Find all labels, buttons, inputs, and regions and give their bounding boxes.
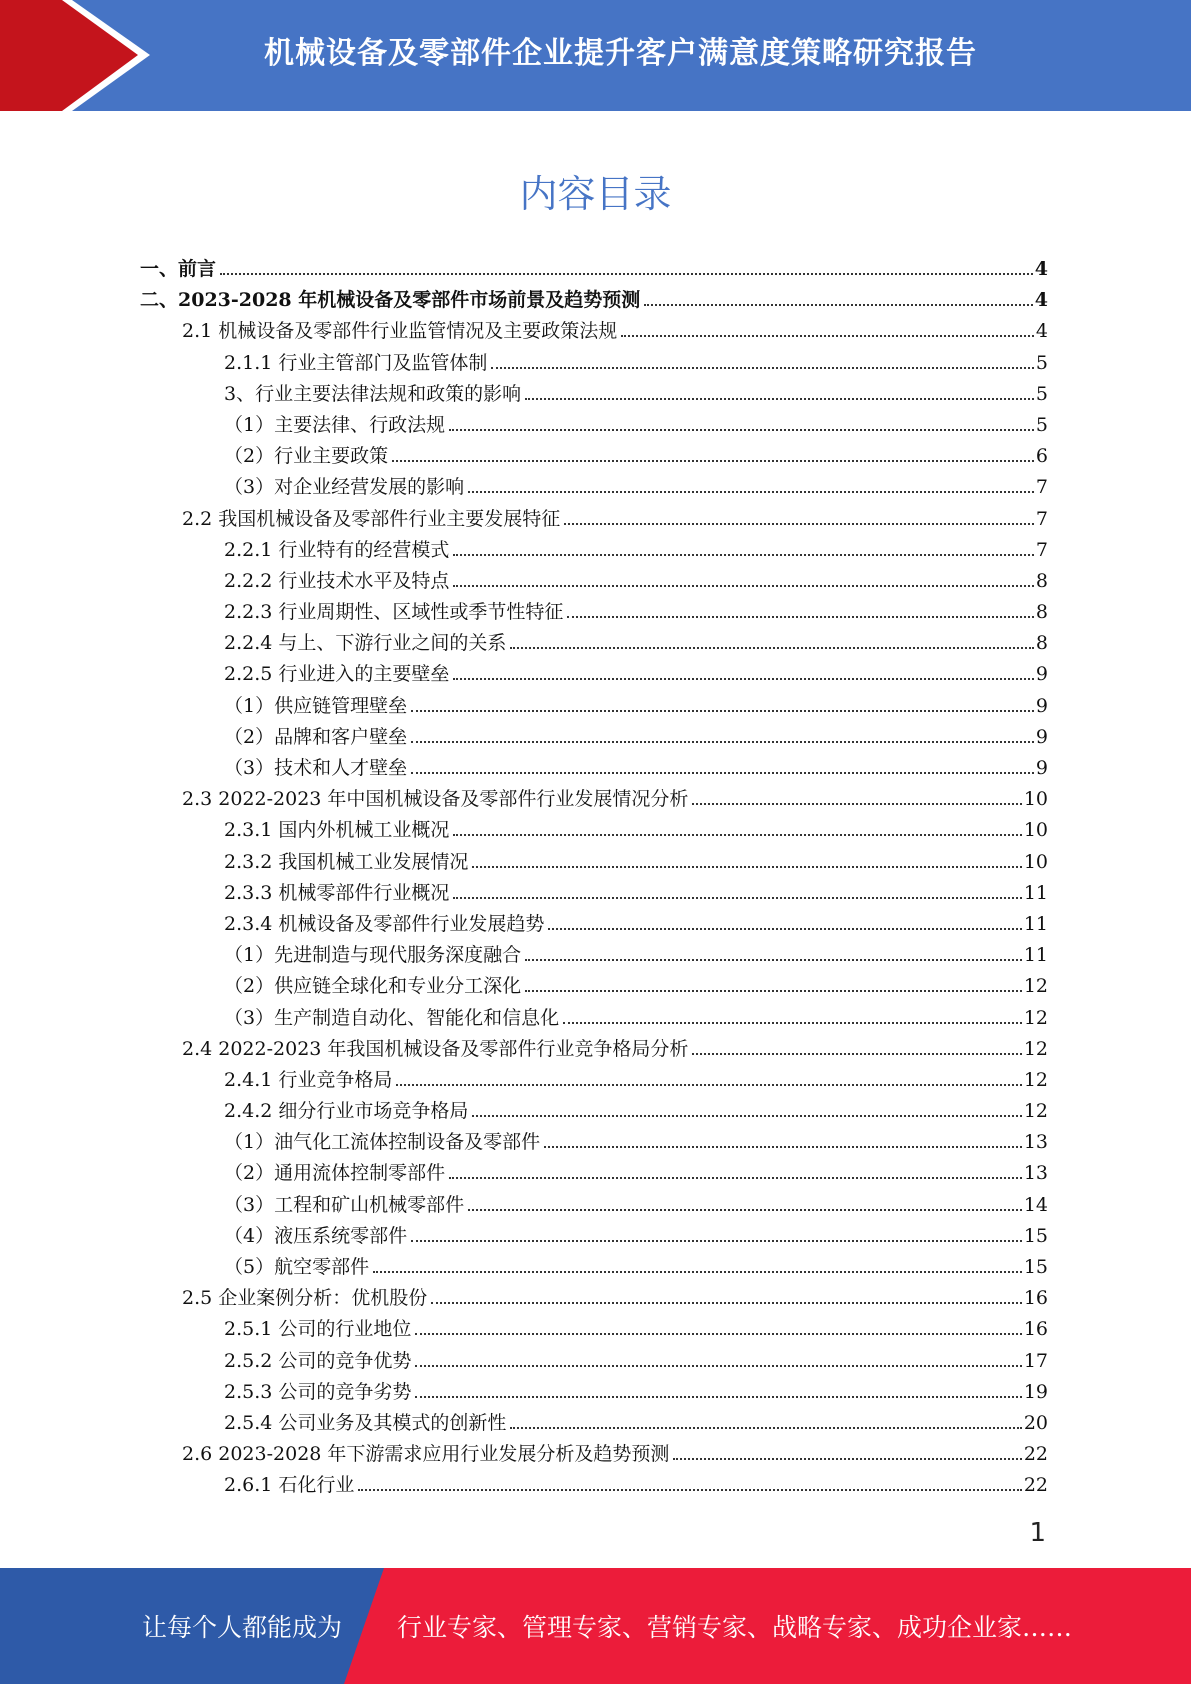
toc-dot-leader — [415, 1396, 1021, 1398]
toc-entry-title: （3）工程和矿山机械零部件 — [224, 1193, 465, 1216]
toc-entry[interactable] — [140, 878, 1048, 909]
toc-dot-leader — [468, 1209, 1022, 1211]
header-arrow-icon — [0, 0, 160, 111]
toc-dot-leader — [453, 585, 1034, 587]
toc-dot-leader — [567, 616, 1034, 618]
toc-entry[interactable] — [140, 597, 1048, 628]
toc-entry[interactable] — [140, 847, 1048, 878]
toc-entry[interactable] — [140, 1314, 1048, 1345]
toc-entry[interactable] — [140, 971, 1048, 1002]
toc-dot-leader — [453, 834, 1021, 836]
toc-entry-title: （2）供应链全球化和专业分工深化 — [224, 975, 522, 998]
toc-dot-leader — [411, 710, 1034, 712]
toc-dot-leader — [525, 398, 1034, 400]
toc-entry-page: 8 — [1035, 601, 1048, 624]
toc-entry-title: 3、行业主要法律法规和政策的影响 — [224, 382, 522, 405]
toc-entry-page: 10 — [1023, 819, 1048, 842]
toc-dot-leader — [644, 304, 1033, 306]
toc-entry-title: 2.5.4 公司业务及其模式的创新性 — [224, 1411, 507, 1434]
toc-entry-title: 2.1 机械设备及零部件行业监管情况及主要政策法规 — [182, 320, 618, 343]
toc-entry[interactable] — [140, 1470, 1048, 1501]
toc-dot-leader — [415, 1333, 1021, 1335]
toc-entry[interactable] — [140, 784, 1048, 815]
table-of-contents — [140, 254, 1048, 1502]
toc-entry-page: 9 — [1035, 694, 1048, 717]
toc-entry[interactable] — [140, 535, 1048, 566]
toc-entry-title: （3）对企业经营发展的影响 — [224, 476, 465, 499]
toc-entry-title: 2.3 2022-2023 年中国机械设备及零部件行业发展情况分析 — [182, 788, 689, 811]
toc-dot-leader — [453, 678, 1034, 680]
toc-dot-leader — [411, 741, 1034, 743]
toc-dot-leader — [449, 1177, 1022, 1179]
toc-entry-title: 2.2.4 与上、下游行业之间的关系 — [224, 632, 507, 655]
toc-entry[interactable] — [140, 566, 1048, 597]
toc-entry[interactable] — [140, 659, 1048, 690]
toc-entry-title: 2.2.1 行业特有的经营模式 — [224, 538, 450, 561]
toc-entry[interactable] — [140, 1003, 1048, 1034]
toc-entry-title: （5）航空零部件 — [224, 1256, 370, 1278]
toc-entry-title: （2）品牌和客户壁垒 — [224, 725, 408, 748]
toc-entry-title: 2.4.1 行业竞争格局 — [224, 1068, 393, 1091]
toc-dot-leader — [431, 1302, 1022, 1304]
toc-entry-page: 14 — [1023, 1193, 1048, 1216]
toc-entry-page: 17 — [1023, 1349, 1048, 1372]
toc-dot-leader — [411, 772, 1034, 774]
toc-dot-leader — [358, 1489, 1021, 1491]
toc-entry-title: 2.5.3 公司的竞争劣势 — [224, 1380, 412, 1403]
toc-dot-leader — [692, 803, 1021, 805]
toc-entry[interactable] — [140, 815, 1048, 846]
toc-dot-leader — [220, 273, 1033, 275]
toc-entry-title: 2.1.1 行业主管部门及监管体制 — [224, 351, 488, 374]
toc-dot-leader — [525, 959, 1022, 961]
toc-entry-page: 13 — [1023, 1131, 1048, 1154]
toc-entry-title: 2.2 我国机械设备及零部件行业主要发展特征 — [182, 507, 561, 530]
footer-tagline: 行业专家、管理专家、营销专家、战略专家、成功企业家…… — [397, 1613, 1073, 1642]
toc-entry[interactable] — [140, 1283, 1048, 1314]
toc-dot-leader — [621, 335, 1034, 337]
toc-entry-page: 7 — [1035, 476, 1048, 499]
toc-entry-title: 2.3.4 机械设备及零部件行业发展趋势 — [224, 912, 545, 935]
toc-entry-page: 16 — [1023, 1287, 1048, 1310]
toc-entry-title: （1）供应链管理壁垒 — [224, 694, 408, 717]
toc-entry-page: 8 — [1035, 632, 1048, 655]
toc-entry[interactable] — [140, 1127, 1048, 1158]
toc-entry-page: 15 — [1023, 1224, 1048, 1247]
toc-entry[interactable] — [140, 472, 1048, 503]
toc-entry-title: （3）生产制造自动化、智能化和信息化 — [224, 1006, 560, 1029]
toc-entry[interactable] — [140, 753, 1048, 784]
toc-entry[interactable] — [140, 410, 1048, 441]
toc-entry-title: 2.5 企业案例分析：优机股份 — [182, 1287, 428, 1310]
toc-entry[interactable] — [140, 691, 1048, 722]
toc-entry[interactable] — [140, 940, 1048, 971]
toc-entry-title: （1）先进制造与现代服务深度融合 — [224, 944, 522, 967]
toc-entry[interactable] — [140, 441, 1048, 472]
toc-entry-page: 7 — [1035, 507, 1048, 530]
toc-entry-title: 2.2.5 行业进入的主要壁垒 — [224, 663, 450, 686]
toc-dot-leader — [525, 990, 1022, 992]
toc-entry-title: 2.4.2 细分行业市场竞争格局 — [224, 1100, 469, 1123]
toc-entry-title: 2.6 2023-2028 年下游需求应用行业发展分析及趋势预测 — [182, 1443, 670, 1466]
toc-entry-title: （2）行业主要政策 — [224, 445, 389, 468]
toc-entry[interactable] — [140, 1034, 1048, 1065]
toc-dot-leader — [468, 491, 1034, 493]
toc-entry[interactable] — [140, 348, 1048, 379]
toc-dot-leader — [396, 1084, 1021, 1086]
toc-entry[interactable] — [140, 1221, 1048, 1252]
toc-dot-leader — [510, 1427, 1021, 1429]
toc-entry-page: 15 — [1023, 1256, 1048, 1278]
toc-entry-page: 9 — [1035, 663, 1048, 686]
toc-entry-title: 2.5.1 公司的行业地位 — [224, 1318, 412, 1341]
toc-entry[interactable] — [140, 316, 1048, 347]
toc-dot-leader — [692, 1053, 1021, 1055]
toc-entry[interactable] — [140, 254, 1048, 285]
toc-entry-page: 9 — [1035, 757, 1048, 779]
toc-entry[interactable] — [140, 1252, 1048, 1283]
toc-entry-title: 2.4 2022-2023 年我国机械设备及零部件行业竞争格局分析 — [182, 1037, 689, 1060]
report-title: 机械设备及零部件企业提升客户满意度策略研究报告 — [264, 36, 977, 71]
toc-entry[interactable] — [140, 1096, 1048, 1127]
toc-entry-title: 2.2.2 行业技术水平及特点 — [224, 569, 450, 592]
toc-entry[interactable] — [140, 909, 1048, 940]
toc-entry-page: 4 — [1034, 258, 1048, 280]
toc-entry-page: 4 — [1035, 320, 1048, 343]
toc-dot-leader — [564, 523, 1034, 525]
toc-entry-page: 10 — [1023, 850, 1048, 873]
toc-dot-leader — [548, 928, 1021, 930]
toc-entry-title: 2.6.1 石化行业 — [224, 1474, 355, 1497]
toc-entry-title: （1）油气化工流体控制设备及零部件 — [224, 1131, 541, 1154]
toc-entry[interactable] — [140, 1190, 1048, 1221]
toc-entry-title: 2.3.1 国内外机械工业概况 — [224, 819, 450, 842]
toc-entry-title: 二、2023-2028 年机械设备及零部件市场前景及趋势预测 — [140, 289, 641, 312]
toc-entry-title: （2）通用流体控制零部件 — [224, 1162, 446, 1185]
toc-dot-leader — [373, 1271, 1022, 1273]
toc-entry-title: （4）液压系统零部件 — [224, 1224, 408, 1247]
toc-entry-page: 22 — [1023, 1443, 1048, 1466]
toc-entry-page: 11 — [1023, 944, 1048, 967]
page-number: 1 — [1029, 1518, 1046, 1548]
footer-banner — [0, 1568, 1191, 1684]
toc-entry-page: 6 — [1035, 445, 1048, 468]
toc-dot-leader — [472, 866, 1021, 868]
toc-dot-leader — [449, 429, 1034, 431]
toc-entry-title: （3）技术和人才壁垒 — [224, 757, 408, 779]
toc-entry-page: 5 — [1035, 382, 1048, 405]
toc-entry-page: 12 — [1023, 1068, 1048, 1091]
toc-entry-title: 一、前言 — [140, 258, 217, 280]
toc-entry-page: 12 — [1023, 1037, 1048, 1060]
toc-entry-page: 5 — [1035, 413, 1048, 436]
toc-entry-title: 2.2.3 行业周期性、区域性或季节性特征 — [224, 601, 564, 624]
toc-entry-page: 4 — [1034, 289, 1048, 312]
header-band — [0, 0, 1191, 111]
toc-entry-page: 12 — [1023, 1100, 1048, 1123]
toc-dot-leader — [491, 367, 1034, 369]
toc-dot-leader — [415, 1365, 1021, 1367]
toc-entry[interactable] — [140, 628, 1048, 659]
toc-dot-leader — [453, 554, 1034, 556]
toc-entry-page: 9 — [1035, 725, 1048, 748]
toc-entry[interactable] — [140, 379, 1048, 410]
toc-entry-page: 13 — [1023, 1162, 1048, 1185]
toc-entry-page: 11 — [1023, 881, 1048, 904]
toc-entry[interactable] — [140, 1346, 1048, 1377]
toc-entry-page: 10 — [1023, 788, 1048, 811]
toc-entry-page: 16 — [1023, 1318, 1048, 1341]
toc-dot-leader — [563, 1022, 1022, 1024]
toc-entry-page: 7 — [1035, 538, 1048, 561]
toc-entry-title: 2.3.2 我国机械工业发展情况 — [224, 850, 469, 873]
toc-entry-page: 12 — [1023, 975, 1048, 998]
toc-entry[interactable] — [140, 1408, 1048, 1439]
toc-entry-page: 5 — [1035, 351, 1048, 374]
toc-entry[interactable] — [140, 722, 1048, 753]
toc-dot-leader — [472, 1115, 1021, 1117]
toc-entry-title: （1）主要法律、行政法规 — [224, 413, 446, 436]
toc-dot-leader — [453, 897, 1021, 899]
toc-entry[interactable] — [140, 1377, 1048, 1408]
toc-entry[interactable] — [140, 1158, 1048, 1189]
footer-slogan: 让每个人都能成为 — [142, 1613, 343, 1642]
toc-entry[interactable] — [140, 1065, 1048, 1096]
toc-entry-page: 12 — [1023, 1006, 1048, 1029]
toc-entry-page: 22 — [1023, 1474, 1048, 1497]
toc-entry-page: 11 — [1023, 912, 1048, 935]
toc-dot-leader — [544, 1146, 1022, 1148]
toc-dot-leader — [510, 647, 1034, 649]
toc-entry-page: 8 — [1035, 569, 1048, 592]
toc-entry-title: 2.5.2 公司的竞争优势 — [224, 1349, 412, 1372]
toc-dot-leader — [392, 460, 1034, 462]
toc-dot-leader — [411, 1240, 1022, 1242]
toc-entry-page: 19 — [1023, 1380, 1048, 1403]
toc-entry-title: 2.3.3 机械零部件行业概况 — [224, 881, 450, 904]
toc-entry[interactable] — [140, 1439, 1048, 1470]
toc-dot-leader — [673, 1458, 1021, 1460]
toc-entry-page: 20 — [1023, 1411, 1048, 1434]
toc-heading: 内容目录 — [519, 172, 672, 216]
toc-entry[interactable] — [140, 504, 1048, 535]
toc-entry[interactable] — [140, 285, 1048, 316]
